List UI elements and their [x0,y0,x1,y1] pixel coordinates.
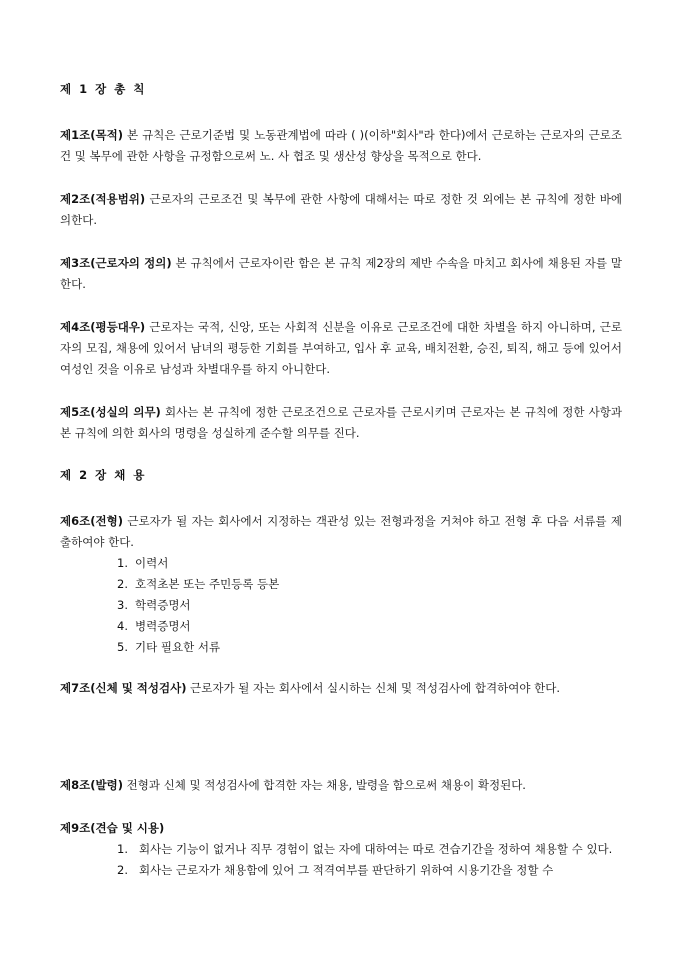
article-5 [60,402,622,444]
article-3-body: 본 규칙에서 근로자이란 함은 본 규칙 제2장의 제반 수속을 마치고 회사에 채용된 자를 말한다. [60,256,622,291]
article-7 [60,678,622,699]
article-5-body: 회사는 본 규칙에 정한 근로조건으로 근로자를 근로시키며 근로자는 본 규칙에 정한 사항과 본 규칙에 의한 회사의 명령을 성실하게 준수할 의무를 진다. [60,405,622,440]
list-item: 1. 이력서 [117,556,169,570]
chapter-2-title: 제 2 장 채 용 [60,468,147,482]
article-5-heading: 제5조(성실의 의무) [60,405,161,419]
article-1-body: 본 규칙은 근로기준법 및 노동관계법에 따라 ( )(이하"회사"라 한다)에서 근로하는 근로자의 근로조건 및 복무에 관한 사항을 규정함으로써 노. 사 협조 및 생산성 향상을 목적으로 한다. [60,128,622,163]
article-4-heading: 제4조(평등대우) [60,320,146,334]
article-9-list [60,839,622,881]
article-8-body: 전형과 신체 및 적성검사에 합격한 자는 채용, 발령을 함으로써 채용이 확정된다. [122,778,526,792]
list-item: 4. 병력증명서 [117,619,191,633]
article-4 [60,317,622,380]
article-2-body: 근로자의 근로조건 및 복무에 관한 사항에 대해서는 따로 정한 것 외에는 본 규칙에 정한 바에 의한다. [60,192,622,227]
article-1 [60,125,622,167]
article-6-document-list [60,553,622,658]
article-8-heading: 제8조(발령) [60,778,123,792]
chapter-1-title: 제 1 장 총 칙 [60,82,147,96]
article-2-heading: 제2조(적용범위) [60,192,146,206]
article-9-heading: 제9조(견습 및 시용) [60,821,165,835]
blank-gap [60,721,622,775]
article-6-heading: 제6조(전형) [60,514,123,528]
article-4-body: 근로자는 국적, 신앙, 또는 사회적 신분을 이유로 근로조건에 대한 차별을 하지 아니하며, 근로자의 모집, 채용에 있어서 남녀의 평등한 기회를 부여하고, 입사 후 교육, 배치전환, 승진, 퇴직, 해고 등에 있어서 여성인 것을 이유로 남성과 차별대우를 하지 아니한다. [60,320,622,376]
article-6-body: 근로자가 될 자는 회사에서 지정하는 객관성 있는 전형과정을 거쳐야 하고 전형 후 다음 서류를 제출하여야 한다. [60,514,622,549]
article-3 [60,253,622,295]
article-1-heading: 제1조(목적) [60,128,123,142]
list-item: 3. 학력증명서 [117,598,191,612]
list-item: 2. 호적초본 또는 주민등록 등본 [117,577,280,591]
article-2 [60,189,622,231]
list-item: 5. 기타 필요한 서류 [117,640,221,654]
list-item: 1. 회사는 기능이 없거나 직무 경험이 없는 자에 대하여는 따로 견습기간을 정하여 채용할 수 있다. [117,842,613,856]
article-8 [60,775,622,796]
article-7-body: 근로자가 될 자는 회사에서 실시하는 신체 및 적성검사에 합격하여야 한다. [186,681,560,695]
list-item: 2. 회사는 근로자가 채용함에 있어 그 적격여부를 판단하기 위하여 시용기간을 정할 수 [117,863,554,877]
article-9 [60,818,622,839]
article-6 [60,511,622,553]
article-3-heading: 제3조(근로자의 정의) [60,256,172,270]
article-7-heading: 제7조(신체 및 적성검사) [60,681,187,695]
